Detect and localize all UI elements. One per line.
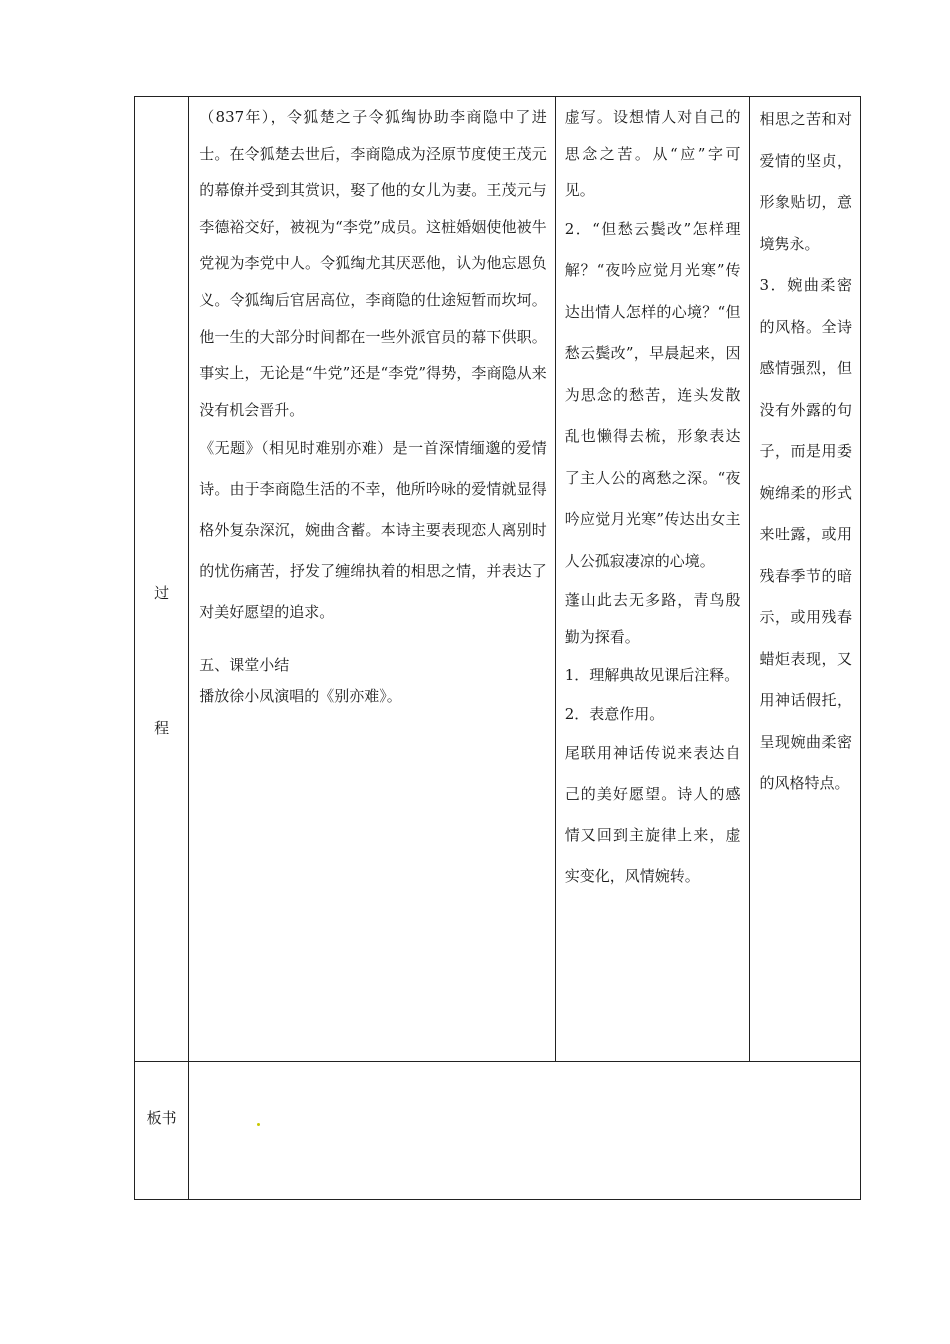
- analysis-line: 尾联用神话传说来表达自己的美好愿望。诗人的感情又回到主旋律上来，虚实变化，风情婉转。: [564, 744, 741, 886]
- board-content-cell: [189, 1062, 861, 1200]
- poem-intro-paragraph: 《无题》（相见时难别亦难）是一首深情缅邈的爱情诗。由于李商隐生活的不幸，他所吟咏的爱情就显得格外复杂深沉，婉曲含蓄。本诗主要表现恋人离别时的忧伤痛苦，抒发了缠绵执着的相思之情，并表达了对美好愿望的追求。: [199, 439, 547, 622]
- stray-dot: [257, 1123, 260, 1126]
- analysis-cell: [555, 97, 749, 1062]
- process-label-cell: [135, 97, 189, 1062]
- section-heading: 五、课堂小结: [199, 656, 290, 675]
- board-label-cell: [135, 1062, 189, 1200]
- background-paragraph: （837年），令狐楚之子令狐绹协助李商隐中了进士。在令狐楚去世后，李商隐成为泾原节度使王茂元的幕僚并受到其赏识，娶了他的女儿为妻。王茂元与李德裕交好，被视为“李党”成员。这桩婚姻使他被牛党视为李党中人。令狐绹尤其厌恶他，认为他忘恩负义。令狐绹后官居高位，李商隐的仕途短暂而坎坷。他一生的大部分时间都在一些外派官员的幕下供职。事实上，无论是“牛党”还是“李党”得势，李商隐从来没有机会晋升。: [199, 108, 547, 419]
- board-label: 板书: [146, 1109, 177, 1127]
- process-row: [135, 97, 861, 1062]
- analysis-line: 2．“但愁云鬓改”怎样理解？“夜吟应觉月光寒”传达出情人怎样的心境？“但愁云鬓改”，早晨起来，因为思念的愁苦，连头发散乱也懒得去梳，形象表达了主人公的离愁之深。“夜吟应觉月光寒”传达出女主人公孤寂凄凉的心境。: [564, 219, 741, 570]
- analysis-line: 1．理解典故见课后注释。: [564, 666, 740, 685]
- analysis-line: 蓬山此去无多路，青鸟殷勤为探看。: [564, 591, 741, 646]
- process-label-char-2: 程: [154, 719, 170, 737]
- analysis-line: 2．表意作用。: [564, 705, 665, 724]
- board-row: [135, 1062, 861, 1200]
- process-label-char-1: 过: [154, 584, 170, 602]
- summary-cell: [749, 97, 860, 1062]
- analysis-line: 虚写。设想情人对自己的思念之苦。从“应”字可见。: [564, 108, 741, 200]
- lesson-plan-table: [134, 96, 861, 1200]
- section-body: 播放徐小凤演唱的《别亦难》。: [199, 687, 402, 706]
- summary-line: 3．婉曲柔密的风格。全诗感情强烈，但没有外露的句子，而是用委婉绵柔的形式来吐露，或用残春季节的暗示，或用残春蜡炬表现，又用神话假托，呈现婉曲柔密的风格特点。: [759, 276, 852, 792]
- teaching-content-cell: [189, 97, 556, 1062]
- summary-line: 相思之苦和对爱情的坚贞，形象贴切，意境隽永。: [759, 110, 852, 253]
